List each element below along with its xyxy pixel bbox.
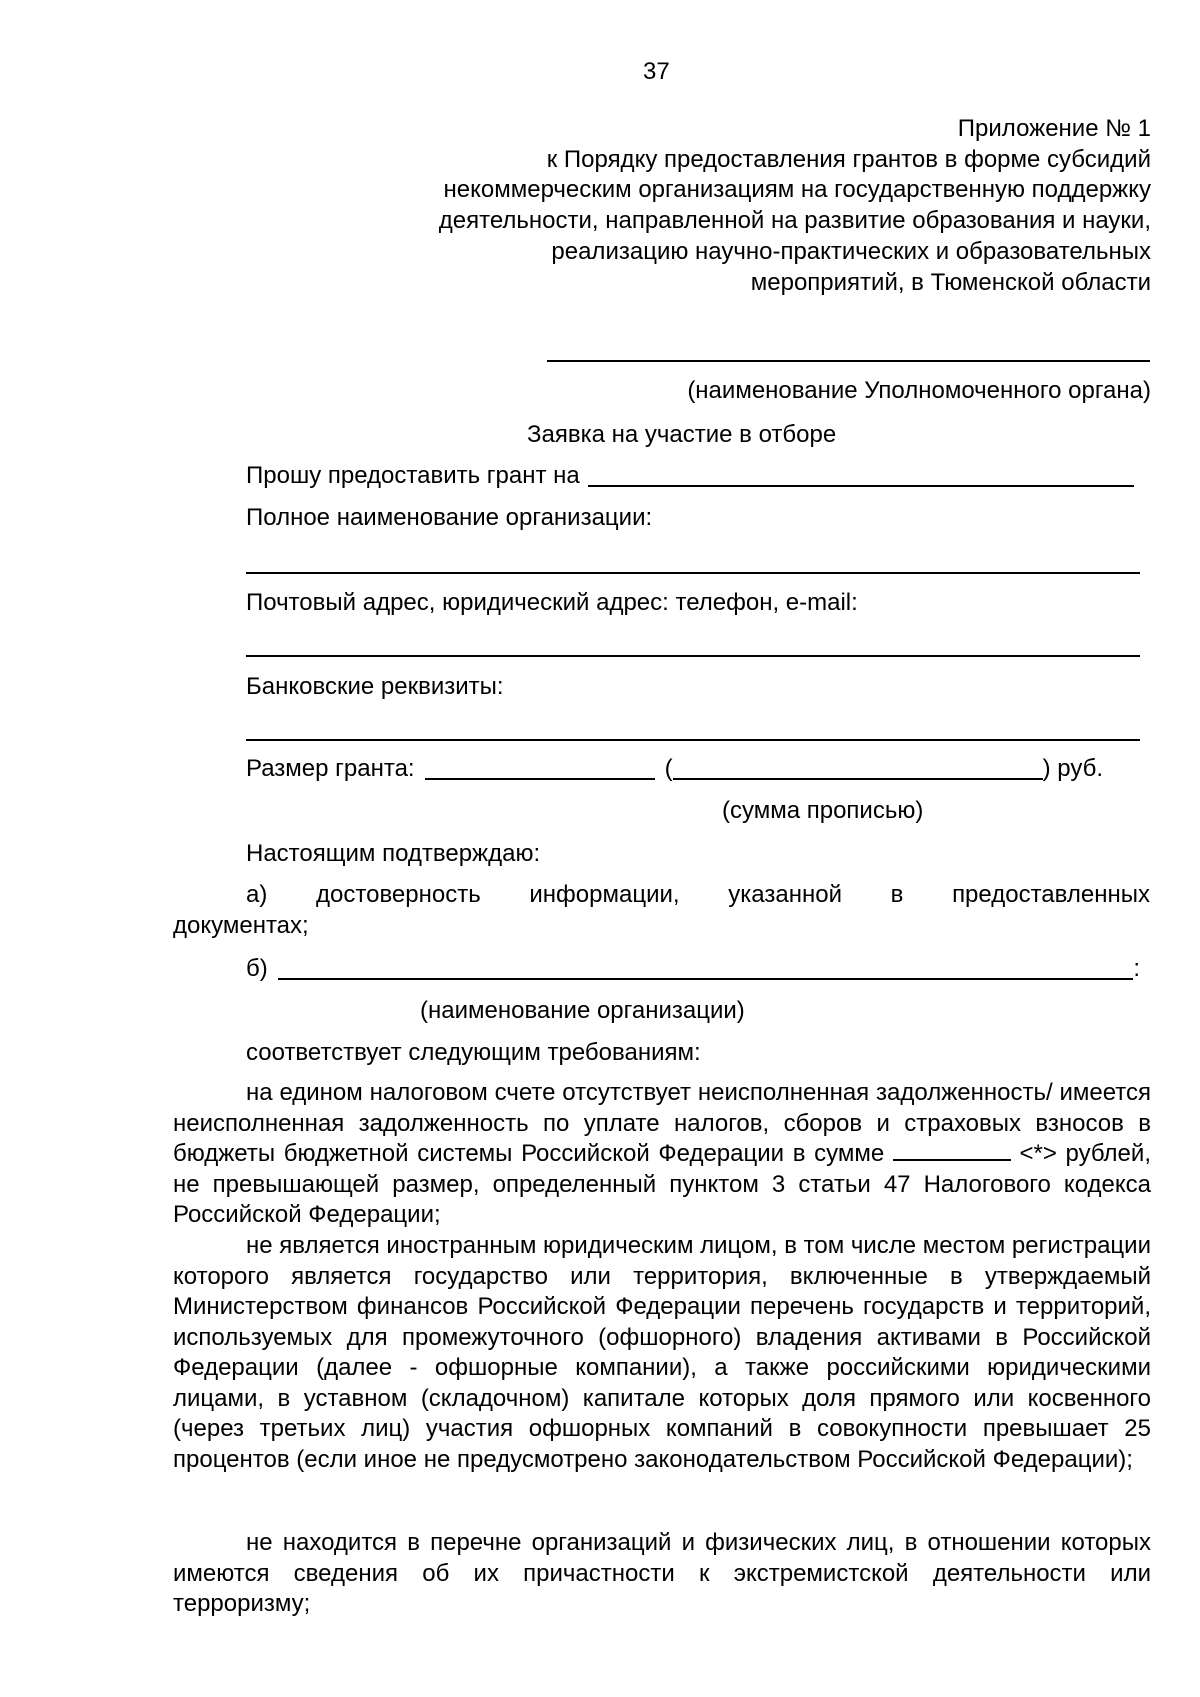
grant-size-paren: ( (664, 755, 673, 782)
tax-amount-field[interactable] (893, 1159, 1011, 1161)
confirm-a-row (246, 881, 1150, 909)
grant-size-field[interactable] (425, 778, 655, 780)
appendix-line-4: реализацию научно-практических и образовательных (551, 237, 1151, 265)
offshore-text: не является иностранным юридическим лицом, в том числе местом регистрации которого является государство или территория, включенные в утверждаемый Министерством финансов Российской Федерации перечень государств и территорий, используемых для промежуточного (офшорного) владения активами в Российской Федерации (далее - офшорные компании), а также российскими юридическими лицами, в уставном (складочном) капитале которых доля прямого или косвенного (через третьих лиц) участия офшорных компаний в совокупности превышает 25 процентов (если иное не предусмотрено законодательством Российской Федерации); (173, 1232, 1151, 1473)
confirm-a-word: в (890, 881, 904, 908)
bank-label: Банковские реквизиты: (246, 673, 504, 700)
confirm-a-word: указанной (728, 881, 842, 908)
appendix-header (439, 114, 1151, 298)
grant-request-field[interactable] (588, 485, 1134, 487)
address-label: Почтовый адрес, юридический адрес: телефон, e-mail: (246, 589, 858, 616)
appendix-line-3: деятельности, направленной на развитие образования и науки, (438, 207, 1151, 235)
authority-line[interactable] (547, 360, 1150, 362)
grant-size-suffix: ) руб. (1042, 755, 1104, 782)
confirm-a-word: информации, (529, 881, 680, 908)
form-title: Заявка на участие в отборе (527, 421, 837, 448)
confirm-b-row (246, 955, 1140, 983)
org-name-input[interactable] (278, 978, 1134, 980)
confirm-a-label: а) (246, 881, 268, 908)
confirm-b-colon: : (1133, 955, 1140, 982)
page-number: 37 (643, 58, 670, 85)
amount-caption: (сумма прописью) (722, 797, 924, 824)
confirm-a-word: предоставленных (952, 881, 1150, 908)
tax-text-2: <*> рублей, не превышающей размер, определенный пунктом 3 статьи 47 Налогового кодекса Российской Федерации; (173, 1140, 1151, 1228)
org-name-field[interactable] (246, 572, 1140, 574)
grant-request-label: Прошу предоставить грант на (246, 462, 580, 489)
extremism-text: не находится в перечне организаций и физических лиц, в отношении которых имеются сведения об их причастности к экстремистской деятельности или терроризму; (173, 1529, 1151, 1617)
offshore-paragraph (173, 1231, 1151, 1475)
extremism-paragraph (173, 1528, 1151, 1620)
authority-caption: (наименование Уполномоченного органа) (687, 377, 1151, 404)
confirm-a-continuation: документах; (173, 912, 309, 939)
appendix-line-2: некоммерческим организациям на государственную поддержку (443, 176, 1151, 204)
grant-request-row (246, 462, 1134, 490)
appendix-line-5: мероприятий, в Тюменской области (750, 268, 1151, 296)
confirm-intro: Настоящим подтверждаю: (246, 840, 541, 867)
bank-field[interactable] (246, 739, 1140, 741)
grant-size-label: Размер гранта: (246, 755, 415, 782)
requirements-intro: соответствует следующим требованиям: (246, 1039, 701, 1066)
appendix-title: Приложение № 1 (957, 115, 1151, 142)
org-name-caption: (наименование организации) (420, 997, 745, 1024)
appendix-line-1: к Порядку предоставления грантов в форме субсидий (546, 145, 1151, 173)
org-name-label: Полное наименование организации: (246, 504, 653, 531)
tax-paragraph (173, 1078, 1151, 1231)
address-field[interactable] (246, 655, 1140, 657)
confirm-a-word: достоверность (316, 881, 481, 908)
confirm-b-label: б) (246, 955, 268, 982)
tax-text-1: на едином налоговом счете отсутствует неисполненная задолженность/ имеется неисполненная задолженность по уплате налогов, сборов и страховых взносов в бюджеты бюджетной системы Российской Федерации в сумме (173, 1079, 1151, 1167)
grant-size-words-field[interactable] (673, 778, 1043, 780)
grant-size-row (246, 755, 1103, 783)
